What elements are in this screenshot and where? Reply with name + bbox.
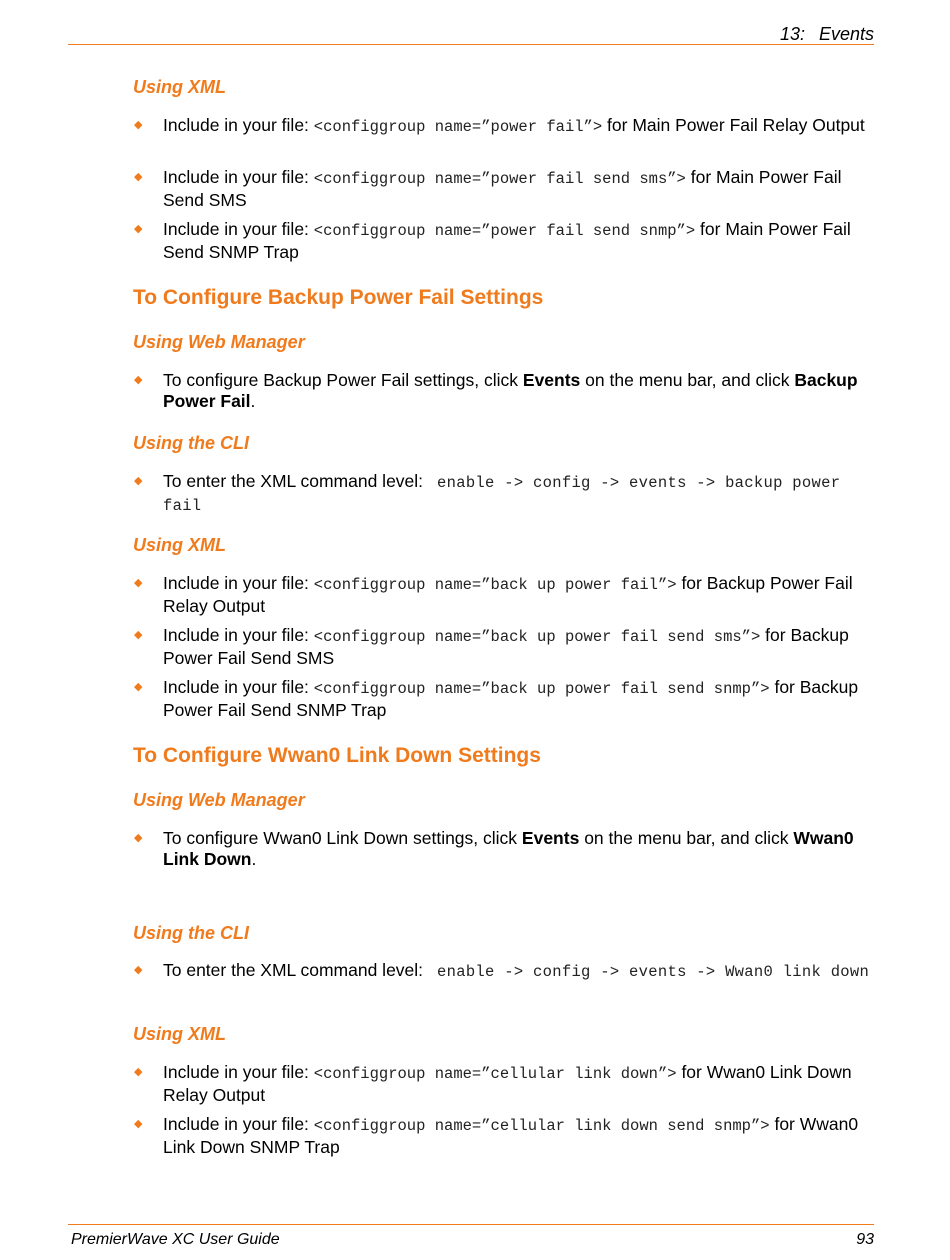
list-item-body [163, 115, 876, 138]
list-item [134, 828, 876, 870]
list-item-text: for Wwan0 Link Down Relay Output [163, 1062, 852, 1105]
code-snippet: <configgroup name=”back up power fail send snmp”> [313, 680, 770, 698]
page-header [68, 22, 874, 45]
subheading-using-web-manager: Using Web Manager [133, 332, 305, 352]
list-item-body [163, 370, 876, 412]
list-item-body [163, 828, 876, 870]
list-item [134, 1062, 876, 1106]
cli-command: enable -> config -> events -> Wwan0 link down [437, 963, 870, 981]
page-footer [68, 1224, 874, 1248]
menu-name-backup-power-fail: Backup Power Fail [163, 370, 858, 411]
list-item-text: for Main Power Fail Send SMS [163, 167, 842, 210]
code-snippet: <configgroup name=”back up power fail”> [313, 576, 677, 594]
diamond-bullet-icon: ◆ [134, 964, 143, 976]
chapter-number: 13: [779, 24, 805, 44]
subheading-using-xml: Using XML [133, 1024, 226, 1044]
list-item [134, 677, 876, 721]
list-item-text: . [251, 849, 257, 869]
list-item [134, 1114, 876, 1158]
subheading-using-xml: Using XML [133, 535, 226, 555]
list-item-text: Include in your file: [163, 1114, 309, 1134]
list-item [134, 960, 876, 983]
page-number: 93 [856, 1231, 874, 1248]
list-item-text: for Main Power Fail Relay Output [607, 115, 865, 135]
list-item-text: Include in your file: [163, 219, 309, 239]
list-item-body [163, 1114, 876, 1158]
list-item-body [163, 471, 876, 517]
chapter-title: Events [818, 24, 874, 44]
list-item-text: Include in your file: [163, 573, 309, 593]
list-item-text: Include in your file: [163, 1062, 309, 1082]
section-heading-wwan0-link-down: To Configure Wwan0 Link Down Settings [133, 744, 541, 767]
code-snippet: <configgroup name=”cellular link down send snmp”> [313, 1117, 770, 1135]
list-item-text: for Main Power Fail Send SNMP Trap [163, 219, 851, 262]
list-item [134, 471, 876, 517]
list-item-text: . [250, 391, 256, 411]
chapter-heading [780, 24, 874, 45]
list-item-body [163, 1062, 876, 1106]
diamond-bullet-icon: ◆ [134, 475, 143, 487]
footer-guide-title: PremierWave XC User Guide [71, 1231, 280, 1248]
list-item-text: on the menu bar, and click [584, 828, 789, 848]
subheading-using-the-cli: Using the CLI [133, 923, 249, 943]
list-item-text: Include in your file: [163, 677, 309, 697]
menu-name-wwan0-link-down: Wwan0 Link Down [163, 828, 854, 869]
diamond-bullet-icon: ◆ [134, 223, 143, 235]
menu-name-events: Events [522, 370, 581, 390]
list-item-body [163, 219, 876, 263]
list-item-text: Include in your file: [163, 625, 309, 645]
diamond-bullet-icon: ◆ [134, 374, 143, 386]
section-heading-backup-power-fail: To Configure Backup Power Fail Settings [133, 286, 544, 309]
code-snippet: <configgroup name=”power fail”> [313, 118, 603, 136]
list-item-text: for Backup Power Fail Send SMS [163, 625, 849, 668]
list-item-body [163, 625, 876, 669]
diamond-bullet-icon: ◆ [134, 1066, 143, 1078]
list-item-body [163, 573, 876, 617]
subheading-using-xml: Using XML [133, 77, 226, 97]
list-item-text: To configure Wwan0 Link Down settings, click [163, 828, 518, 848]
subheading-using-the-cli: Using the CLI [133, 433, 249, 453]
list-item [134, 219, 876, 263]
diamond-bullet-icon: ◆ [134, 119, 143, 131]
diamond-bullet-icon: ◆ [134, 681, 143, 693]
diamond-bullet-icon: ◆ [134, 629, 143, 641]
cli-command: enable -> config -> events -> backup power fail [163, 474, 841, 515]
list-item-text: To configure Backup Power Fail settings, click [163, 370, 519, 390]
list-item-body [163, 167, 876, 211]
diamond-bullet-icon: ◆ [134, 171, 143, 183]
diamond-bullet-icon: ◆ [134, 1118, 143, 1130]
list-item [134, 625, 876, 669]
list-item [134, 573, 876, 617]
list-item-text: for Backup Power Fail Send SNMP Trap [163, 677, 859, 720]
diamond-bullet-icon: ◆ [134, 577, 143, 589]
diamond-bullet-icon: ◆ [134, 832, 143, 844]
code-snippet: <configgroup name=”back up power fail send sms”> [313, 628, 761, 646]
list-item-text: for Wwan0 Link Down SNMP Trap [163, 1114, 859, 1157]
code-snippet: <configgroup name=”power fail send snmp”> [313, 222, 696, 240]
list-item [134, 370, 876, 412]
menu-name-events: Events [521, 828, 580, 848]
list-item-body [163, 960, 876, 983]
list-item-text: To enter the XML command level: [163, 960, 424, 980]
list-item-text: To enter the XML command level: [163, 471, 424, 491]
code-snippet: <configgroup name=”power fail send sms”> [313, 170, 686, 188]
list-item-text: for Backup Power Fail Relay Output [163, 573, 853, 616]
list-item [134, 167, 876, 211]
list-item-text: Include in your file: [163, 115, 309, 135]
subheading-using-web-manager: Using Web Manager [133, 790, 305, 810]
list-item-text: Include in your file: [163, 167, 309, 187]
list-item-body [163, 677, 876, 721]
code-snippet: <configgroup name=”cellular link down”> [313, 1065, 677, 1083]
list-item-text: on the menu bar, and click [585, 370, 790, 390]
list-item [134, 115, 876, 138]
